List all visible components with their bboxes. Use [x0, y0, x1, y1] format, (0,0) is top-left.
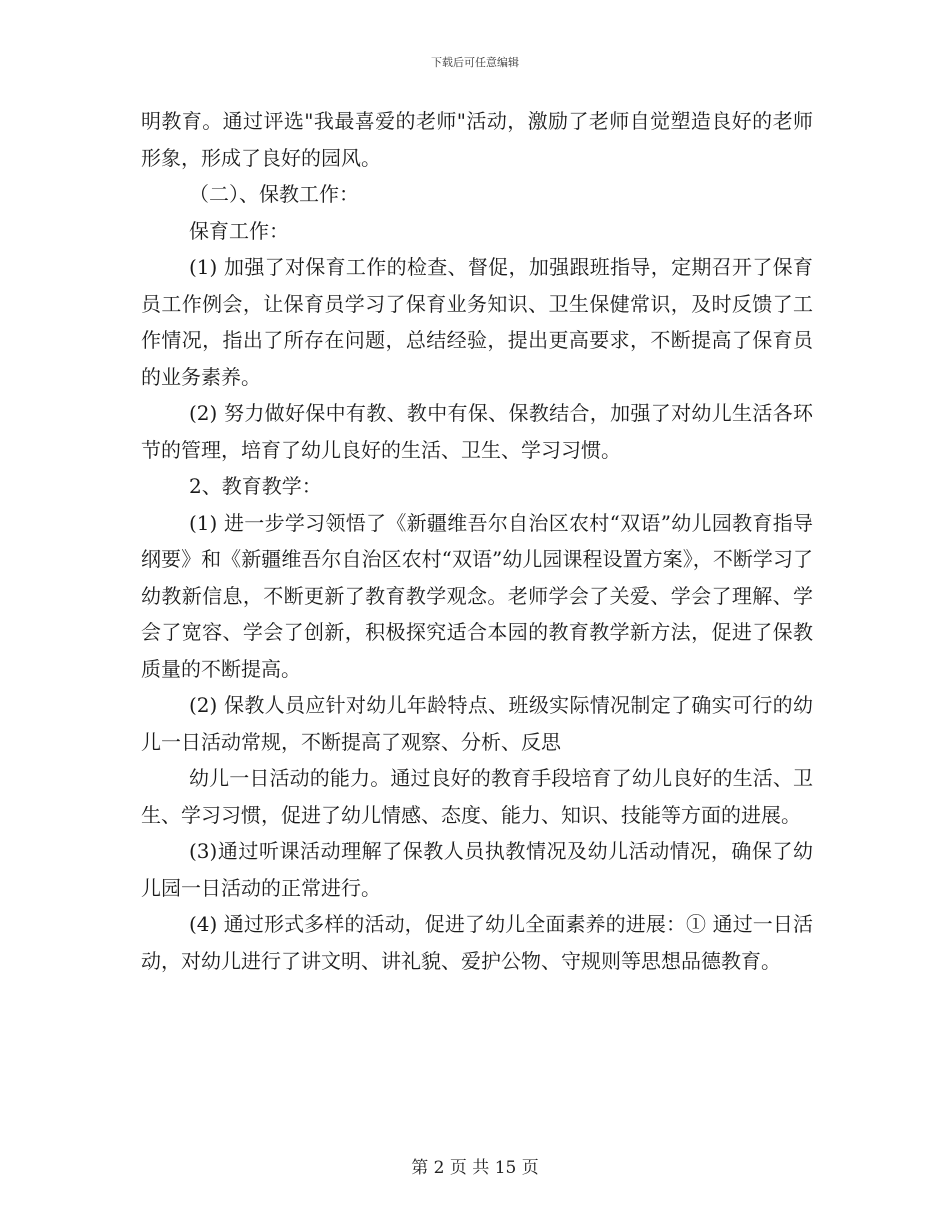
page-header: 下载后可任意编辑: [431, 56, 519, 69]
subheading-jiaoyu: 2、教育教学：: [189, 474, 322, 498]
paragraph: (2) 保教人员应针对幼儿年龄特点、班级实际情况制定了确实可行的幼儿一日活动常规，不断提高了观察、分析、反思: [141, 693, 813, 754]
subheading-baoyu: 保育工作：: [189, 218, 289, 243]
paragraph: 明教育。通过评选"我最喜爱的老师"活动，激励了老师自觉塑造良好的老师形象，形成了良好的园风。: [141, 109, 813, 170]
section-heading-baojiao: （二）、保教工作：: [189, 182, 359, 206]
paragraph: (1) 加强了对保育工作的检查、督促，加强跟班指导，定期召开了保育员工作例会，让保育员学习了保育业务知识、卫生保健常识，及时反馈了工作情况，指出了所存在问题，总结经验，提出更高要求，不断提高了保育员的业务素养。: [141, 255, 813, 389]
paragraph: 幼儿一日活动的能力。通过良好的教育手段培育了幼儿良好的生活、卫生、学习习惯，促进了幼儿情感、态度、能力、知识、技能等方面的进展。: [141, 766, 813, 827]
paragraph: (2) 努力做好保中有教、教中有保、保教结合，加强了对幼儿生活各环节的管理，培育了幼儿良好的生活、卫生、学习习惯。: [141, 401, 813, 462]
paragraph: (4) 通过形式多样的活动，促进了幼儿全面素养的进展：① 通过一日活动，对幼儿进行了讲文明、讲礼貌、爱护公物、守规则等思想品德教育。: [141, 912, 813, 973]
document-body: [141, 103, 813, 979]
page-footer: 第 2 页 共 15 页: [411, 1158, 539, 1178]
paragraph: (1) 进一步学习领悟了《新疆维吾尔自治区农村“双语”幼儿园教育指导纲要》和《新疆维吾尔自治区农村“双语”幼儿园课程设置方案》，不断学习了幼教新信息，不断更新了教育教学观念。老师学会了关爱、学会了理解、学会了宽容、学会了创新，积极探究适合本园的教育教学新方法，促进了保教质量的不断提高。: [141, 510, 813, 681]
paragraph: (3)通过听课活动理解了保教人员执教情况及幼儿活动情况，确保了幼儿园一日活动的正常进行。: [141, 839, 813, 900]
